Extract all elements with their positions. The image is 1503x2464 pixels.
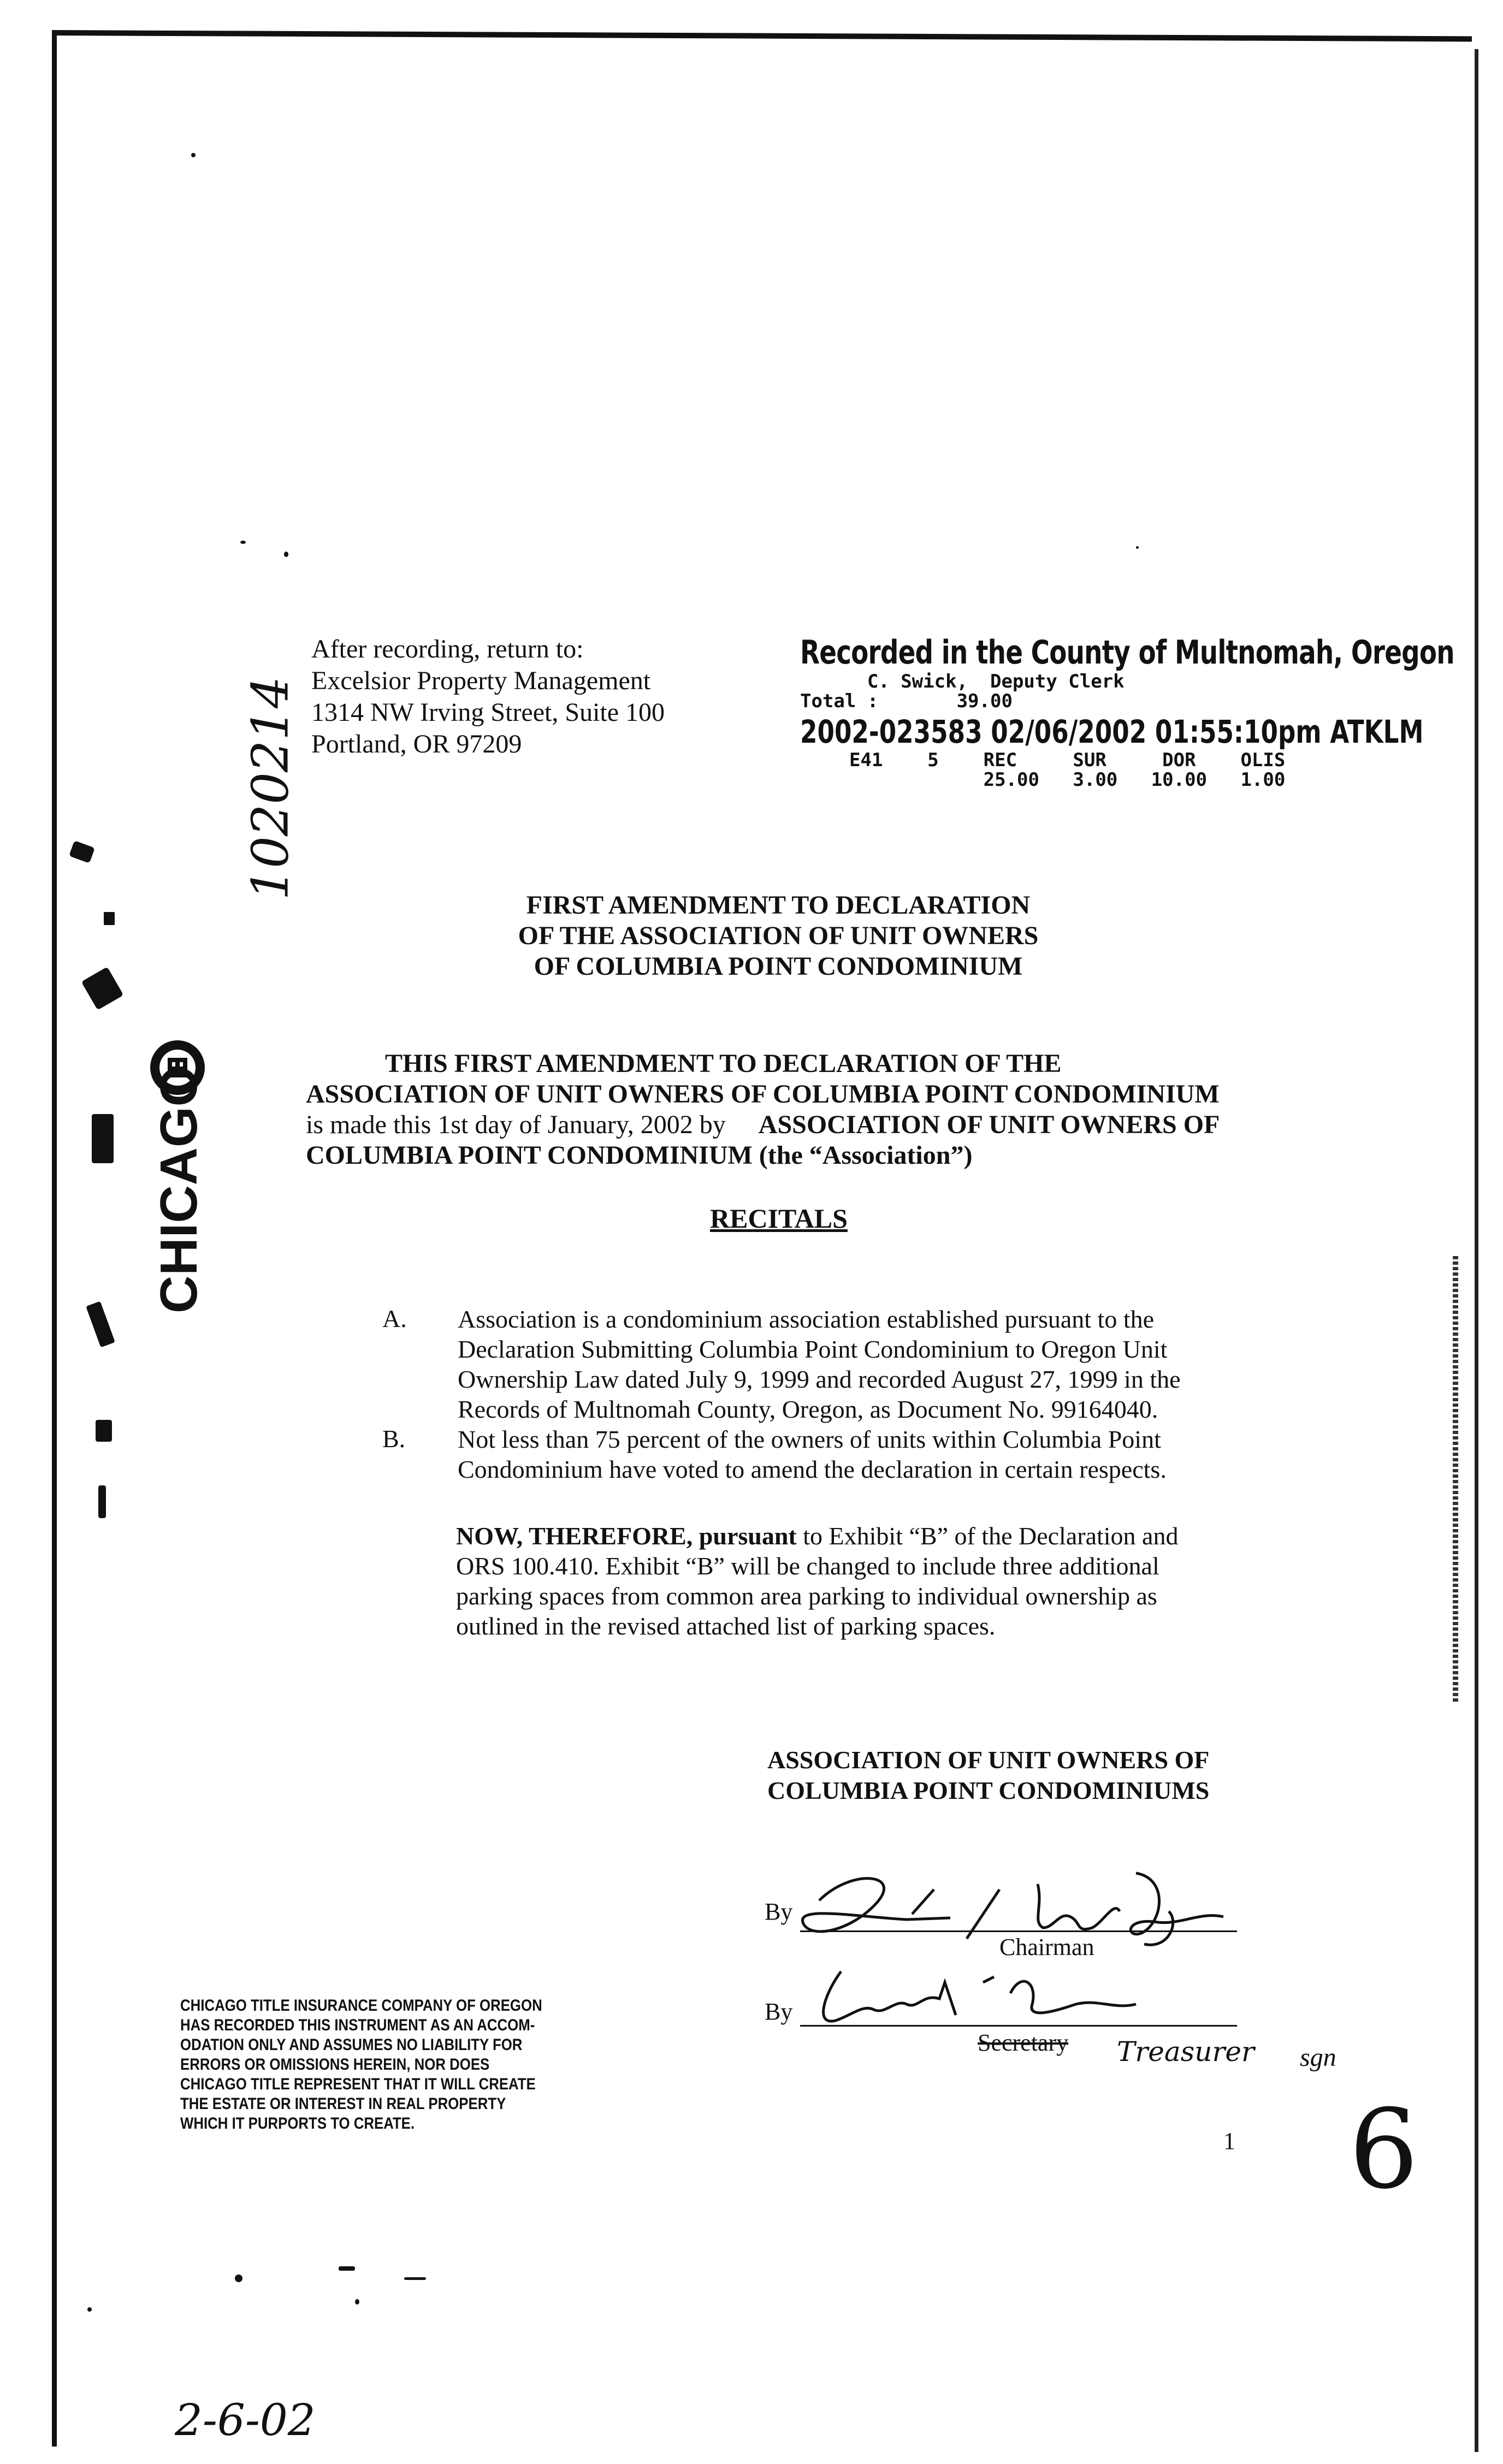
scan-border-right	[1475, 49, 1478, 2452]
return-city: Portland, OR 97209	[311, 730, 522, 759]
recording-amounts-line: 25.00 3.00 10.00 1.00	[849, 769, 1286, 791]
title-company-disclaimer	[180, 1996, 556, 2134]
recording-stamp-title: Recorded in the County of Multnomah, Oregon	[800, 633, 1454, 672]
handwritten-date: 2-6-02	[175, 2395, 316, 2445]
handwritten-file-number: 1020214	[241, 676, 300, 901]
document-title-line: OF COLUMBIA POINT CONDOMINIUM	[534, 952, 1023, 981]
scan-speck	[86, 1301, 115, 1348]
disclaimer-line: THE ESTATE OR INTEREST IN REAL PROPERTY	[180, 2095, 506, 2113]
disclaimer-line: WHICH IT PURPORTS TO CREATE.	[180, 2114, 415, 2133]
scan-speck	[96, 1420, 112, 1442]
intro-date-text: is made this 1st day of January, 2002 by	[306, 1110, 726, 1139]
return-heading: After recording, return to:	[311, 635, 584, 664]
by-label: By	[765, 1898, 793, 1925]
recording-codes-line: E41 5 REC SUR DOR OLIS	[849, 749, 1286, 771]
scan-speck	[284, 552, 288, 557]
document-title-line: OF THE ASSOCIATION OF UNIT OWNERS	[518, 921, 1039, 950]
scan-speck	[104, 912, 115, 925]
scan-speck	[98, 1485, 106, 1518]
secretary-title-struck: Secretary	[978, 2029, 1069, 2056]
scan-speck	[1136, 546, 1139, 549]
disclaimer-line: ERRORS OR OMISSIONS HEREIN, NOR DOES	[180, 2056, 490, 2074]
recitals-heading: RECITALS	[710, 1203, 848, 1234]
recital-line: Ownership Law dated July 9, 1999 and recorded August 27, 1999 in the	[458, 1365, 1181, 1393]
document-title	[437, 890, 1120, 982]
now-therefore-lead: NOW, THEREFORE, pursuant	[456, 1522, 797, 1550]
by-label: By	[765, 1998, 793, 2025]
recording-clerk-line: C. Swick, Deputy Clerk	[800, 671, 1125, 692]
scan-speck	[339, 2266, 355, 2271]
recital-line: Not less than 75 percent of the owners of units within Columbia Point	[458, 1425, 1161, 1453]
recital-letter: A.	[382, 1305, 407, 1332]
treasurer-handwritten: Treasurer	[1117, 2036, 1255, 2068]
intro-party-text: ASSOCIATION OF UNIT OWNERS OF	[758, 1110, 1220, 1139]
scan-speck	[240, 541, 246, 544]
now-therefore-line: parking spaces from common area parking to individual ownership as	[456, 1582, 1157, 1610]
scan-speck	[81, 967, 124, 1010]
scan-speck	[235, 2275, 242, 2282]
disclaimer-line: ODATION ONLY AND ASSUMES NO LIABILITY FOR	[180, 2036, 523, 2054]
recording-number-line: 2002-023583 02/06/2002 01:55:10pm ATKLM	[800, 713, 1424, 750]
return-street: 1314 NW Irving Street, Suite 100	[311, 698, 665, 727]
scan-speck	[92, 1114, 114, 1163]
recital-b-text	[458, 1424, 1250, 1484]
recital-line: Records of Multnomah County, Oregon, as Document No. 99164040.	[458, 1395, 1158, 1423]
recording-stamp	[800, 633, 1503, 790]
intro-line: COLUMBIA POINT CONDOMINIUM (the “Association”)	[306, 1141, 973, 1170]
return-name: Excelsior Property Management	[311, 666, 651, 695]
return-address-block	[311, 633, 665, 760]
now-therefore-line: ORS 100.410. Exhibit “B” will be changed to include three additional	[456, 1552, 1159, 1580]
scan-border-left	[52, 33, 57, 2447]
document-title-line: FIRST AMENDMENT TO DECLARATION	[526, 891, 1031, 920]
chicago-logo-text: CHICAGO	[150, 1065, 208, 1313]
chairman-title: Chairman	[999, 1934, 1094, 1960]
intro-line: THIS FIRST AMENDMENT TO DECLARATION OF THE	[385, 1049, 1062, 1078]
disclaimer-line: CHICAGO TITLE REPRESENT THAT IT WILL CREATE	[180, 2075, 536, 2093]
intro-line: ASSOCIATION OF UNIT OWNERS OF COLUMBIA POINT CONDOMINIUM	[306, 1080, 1220, 1109]
now-therefore-paragraph	[456, 1521, 1242, 1641]
scan-speck	[69, 840, 95, 863]
disclaimer-line: HAS RECORDED THIS INSTRUMENT AS AN ACCOM-	[180, 2016, 535, 2034]
scan-speck	[355, 2299, 359, 2305]
now-therefore-line: to Exhibit “B” of the Declaration and	[796, 1522, 1179, 1550]
recital-line: Declaration Submitting Columbia Point Condominium to Oregon Unit	[458, 1335, 1168, 1363]
recital-line: Association is a condominium association established pursuant to the	[458, 1305, 1155, 1333]
treasurer-signature	[803, 1960, 1163, 2037]
signatory-association	[767, 1745, 1209, 1806]
recital-a-text	[458, 1304, 1250, 1424]
recital-line: Condominium have voted to amend the declaration in certain respects.	[458, 1455, 1167, 1483]
page-number: 1	[1223, 2128, 1235, 2154]
signatory-line: ASSOCIATION OF UNIT OWNERS OF	[767, 1746, 1210, 1774]
signatory-line: COLUMBIA POINT CONDOMINIUMS	[767, 1776, 1210, 1804]
chicago-title-logo	[117, 1038, 227, 1332]
recording-total-line: Total : 39.00	[800, 690, 1013, 712]
now-therefore-line: outlined in the revised attached list of parking spaces.	[456, 1612, 996, 1640]
disclaimer-line: CHICAGO TITLE INSURANCE COMPANY OF OREGON	[180, 1997, 542, 2015]
sgn-handwritten: sgn	[1300, 2043, 1336, 2072]
scan-speck	[191, 153, 196, 157]
scan-edge-strip	[1453, 1256, 1458, 1704]
recital-letter: B.	[382, 1425, 406, 1453]
scan-speck	[404, 2277, 426, 2280]
handwritten-page-count: 6	[1349, 2086, 1419, 2213]
scan-border-top	[52, 30, 1472, 42]
intro-paragraph	[306, 1049, 1256, 1171]
scan-speck	[87, 2307, 92, 2312]
